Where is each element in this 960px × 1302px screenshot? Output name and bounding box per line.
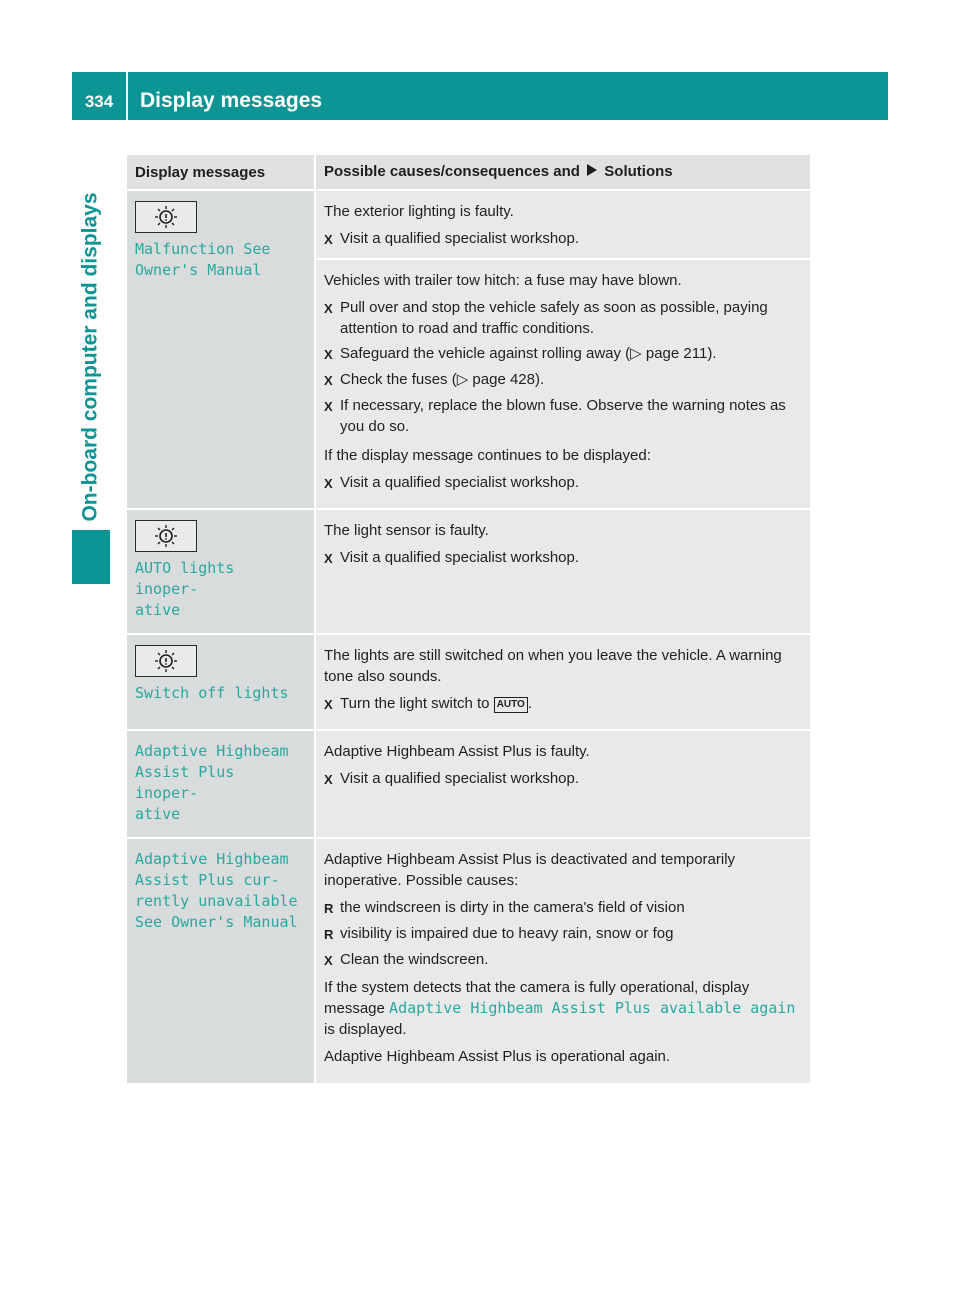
chapter-side-tab [72,130,110,584]
action-arrow-icon: X [324,476,333,491]
play-arrow-icon [586,163,598,181]
cause-bullet [324,897,802,919]
message-cell [127,730,315,838]
page-title: Display messages [140,89,323,112]
display-message-inline: Adaptive Highbeam Assist Plus available again [389,999,796,1017]
action-arrow-icon: X [324,953,333,968]
cause-bullet-text: the windscreen is dirty in the camera's field of vision [340,899,685,916]
display-message-text: AUTO lights inoper- ative [135,559,235,619]
solution-cell [315,838,810,1084]
action-arrow-icon: X [324,347,333,362]
cause-bullet-text: visibility is impaired due to heavy rain, snow or fog [340,925,674,942]
solution-cell [315,190,810,509]
exterior-light-warning-icon [135,645,197,677]
action-step-text: Check the fuses (▷ page 428). [340,371,545,388]
display-message-text: Adaptive Highbeam Assist Plus cur- rently unavailable See Owner's Manual [135,850,298,931]
action-arrow-icon: X [324,697,333,712]
action-step-text: Visit a qualified specialist workshop. [340,549,580,566]
action-step [324,547,802,569]
table-row [127,838,810,1084]
action-step-text-pre: Turn the light switch to [340,695,490,712]
status-text: Adaptive Highbeam Assist Plus is operational again. [324,1048,671,1065]
chapter-marker-block [72,530,110,584]
action-step [324,768,802,790]
cause-text: Vehicles with trailer tow hitch: a fuse may have blown. [324,272,682,289]
action-step [324,297,802,339]
message-cell [127,190,315,509]
action-arrow-icon: X [324,399,333,414]
action-arrow-icon: X [324,551,333,566]
cause-text: The exterior lighting is faulty. [324,203,514,220]
page-number: 334 [84,92,114,111]
table-row [127,509,810,634]
chapter-label: On-board computer and displays [79,192,102,522]
action-step [324,343,802,365]
action-step-text: Clean the windscreen. [340,951,489,968]
status-text-post: is displayed. [324,1021,407,1038]
action-arrow-icon: X [324,373,333,388]
action-arrow-icon: X [324,301,333,316]
action-step-text: Pull over and stop the vehicle safely as soon as possible, paying attention to road and traffic conditions. [340,299,768,337]
action-step-text: Safeguard the vehicle against rolling away (▷ page 211). [340,345,717,362]
cause-text: Adaptive Highbeam Assist Plus is faulty. [324,743,590,760]
action-step-text-post: . [527,695,533,712]
cause-bullet [324,923,802,945]
display-message-text: Malfunction See Owner's Manual [135,240,271,279]
column-header-solutions-text: Possible causes/consequences and [324,163,580,180]
page-header [72,72,888,120]
exterior-light-warning-icon [135,201,197,233]
cause-text: Adaptive Highbeam Assist Plus is deactivated and temporarily inoperative. Possible causes: [324,851,736,889]
action-step [324,369,802,391]
cause-text: The light sensor is faulty. [324,522,489,539]
action-step [324,395,802,437]
solution-block [316,258,810,494]
action-step-text [340,693,802,715]
table-header-row [127,155,810,190]
action-step-text: Visit a qualified specialist workshop. [340,770,580,787]
message-cell [127,838,315,1084]
column-header-solutions-suffix: Solutions [604,163,673,180]
solution-cell [315,509,810,634]
message-cell [127,509,315,634]
display-message-text: Switch off lights [135,684,289,702]
display-messages-table [127,155,810,1085]
column-header-messages: Display messages [127,155,315,190]
solution-cell [315,634,810,730]
bullet-r-icon: R [324,901,334,916]
table-row [127,634,810,730]
solution-block [324,201,802,250]
status-text [324,977,802,1040]
display-message-text: Adaptive Highbeam Assist Plus inoper- ative [135,742,289,823]
column-header-solutions [315,155,810,190]
action-step [324,228,802,250]
action-step-text: Visit a qualified specialist workshop. [340,474,580,491]
status-text-pre: If the system detects that the camera is fully operational, display message [324,979,750,1017]
table-row [127,190,810,509]
table-row [127,730,810,838]
action-step [324,949,802,971]
action-step [324,472,802,494]
solution-cell [315,730,810,838]
exterior-light-warning-icon [135,520,197,552]
condition-text: If the display message continues to be displayed: [324,447,651,464]
action-arrow-icon: X [324,772,333,787]
action-arrow-icon: X [324,232,333,247]
action-step-text: Visit a qualified specialist workshop. [340,230,580,247]
action-step [324,693,802,715]
bullet-r-icon: R [324,927,334,942]
action-step-text: If necessary, replace the blown fuse. Observe the warning notes as you do so. [340,397,786,435]
message-cell [127,634,315,730]
cause-text: The lights are still switched on when you leave the vehicle. A warning tone also sounds. [324,647,782,685]
auto-light-switch-icon: AUTO [494,697,528,713]
